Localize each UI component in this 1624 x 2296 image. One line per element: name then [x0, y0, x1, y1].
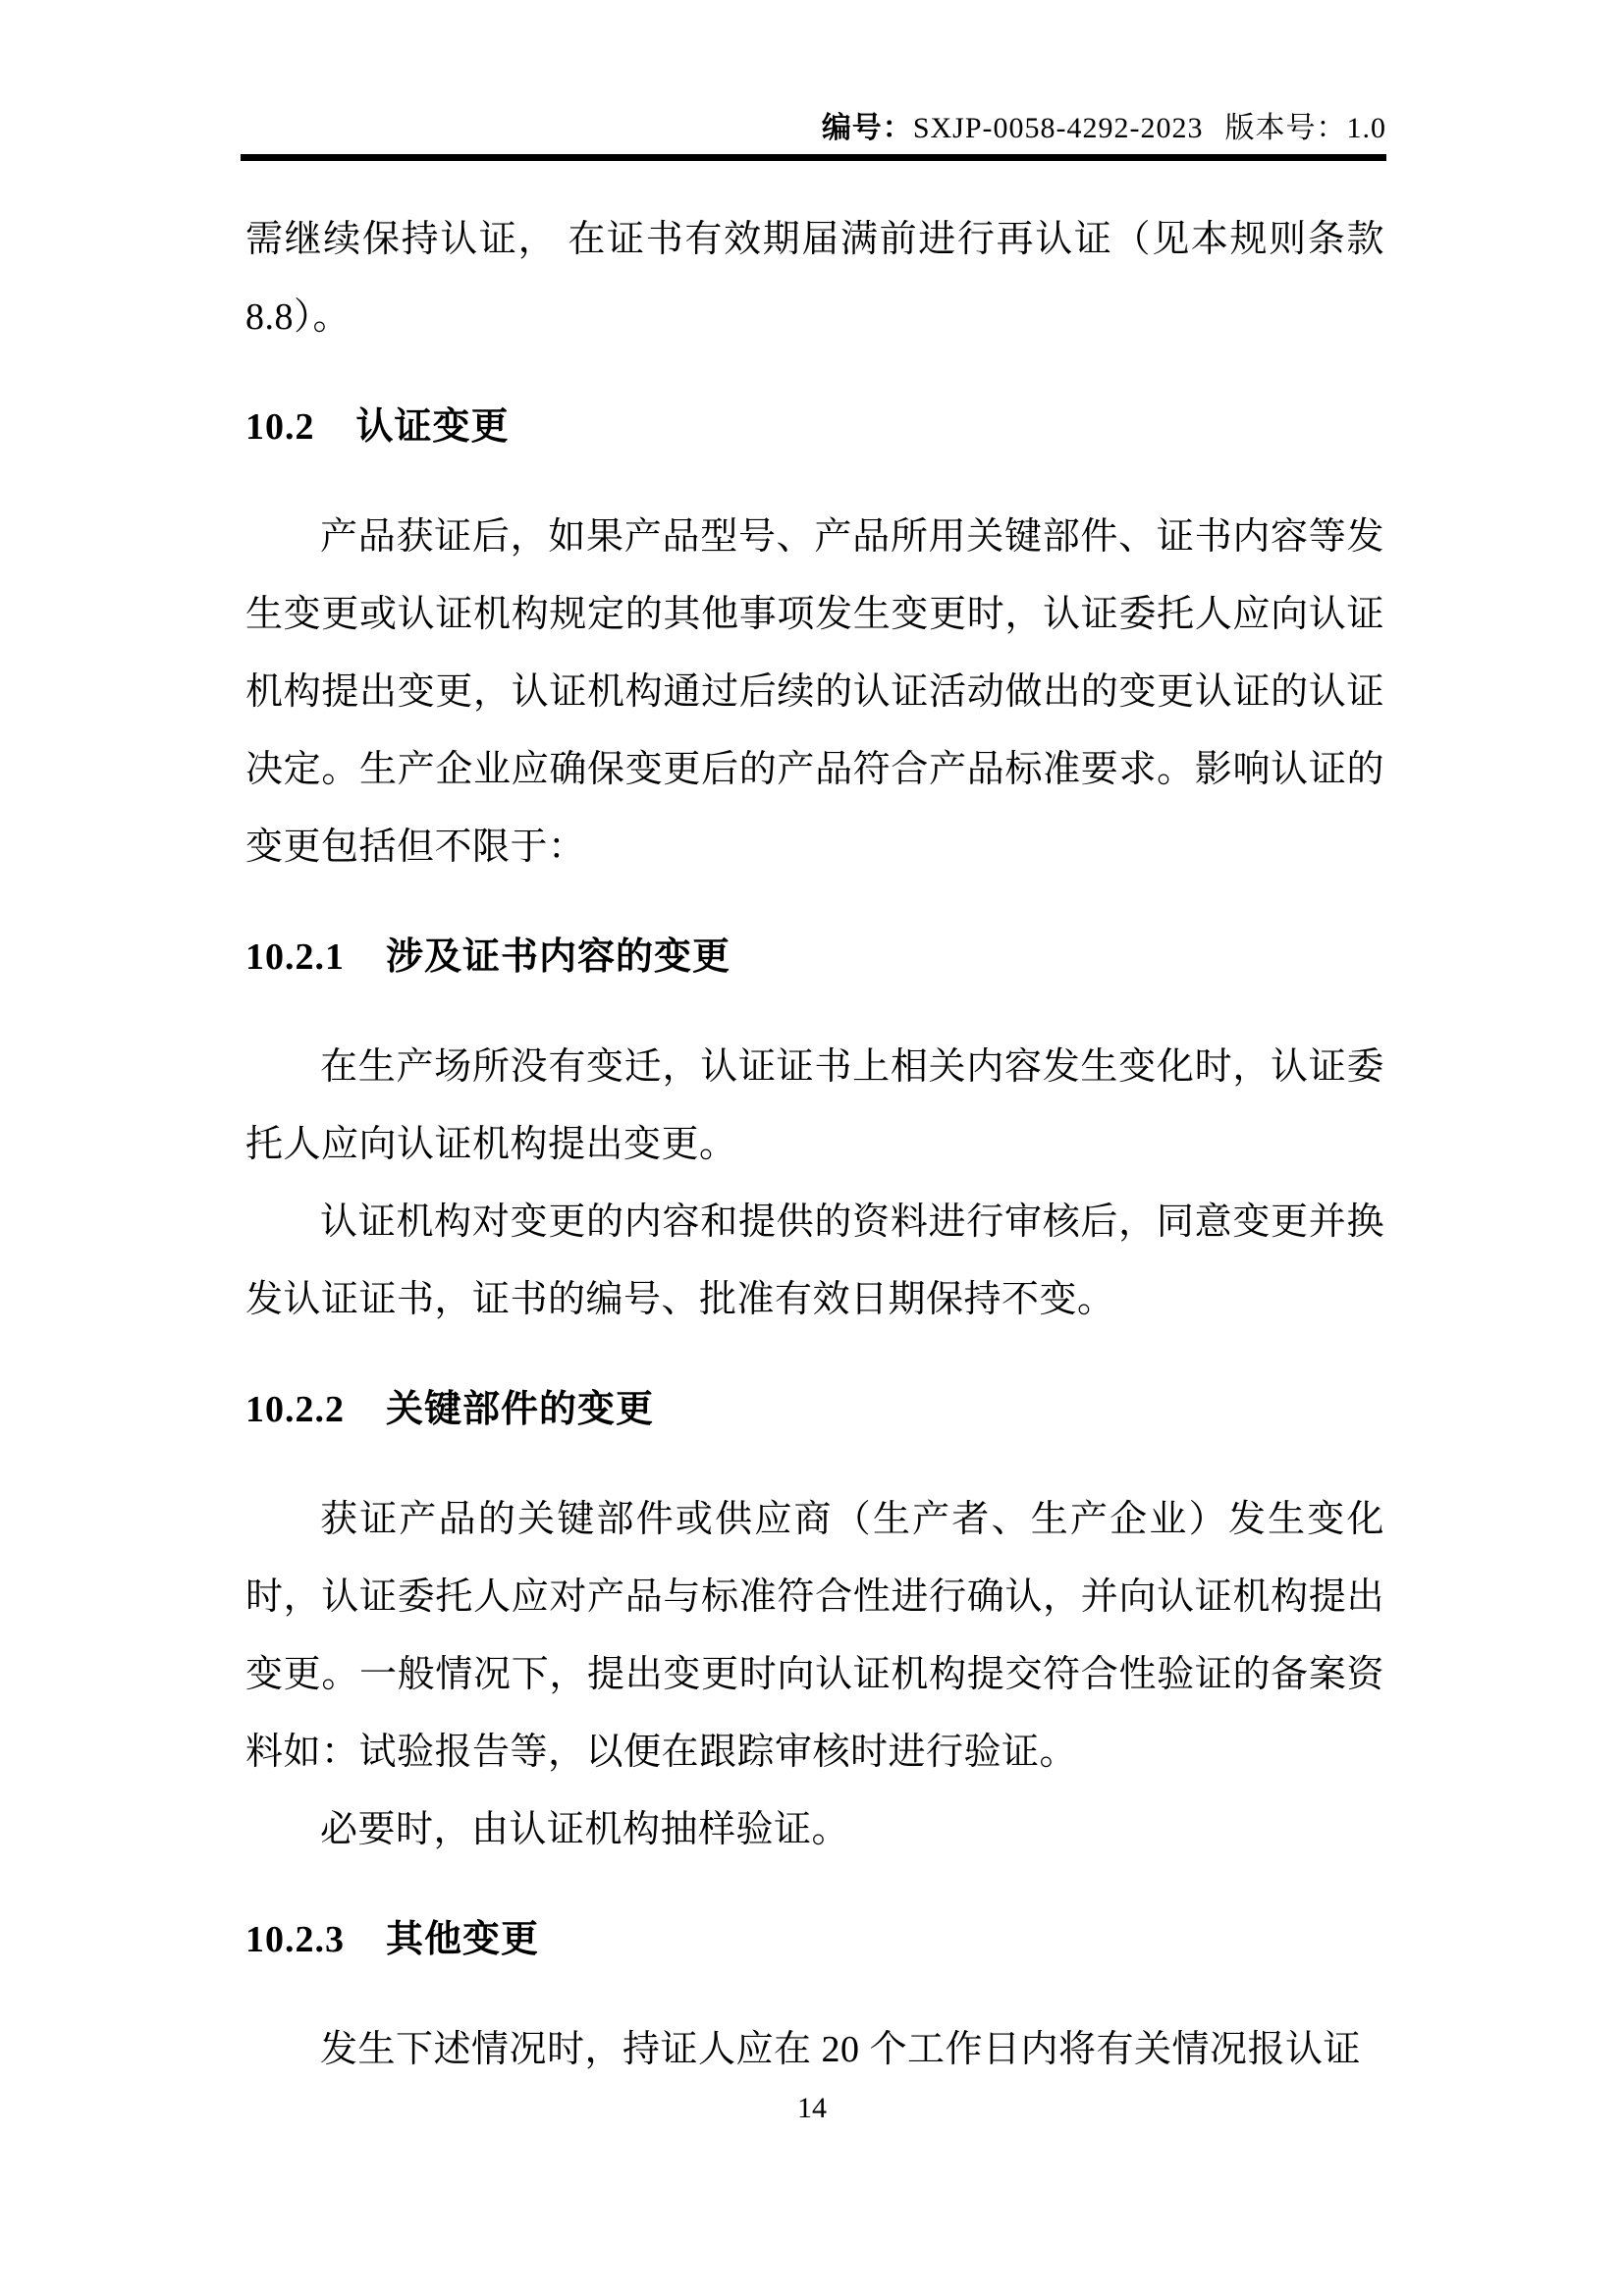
section-title: 认证变更	[355, 406, 510, 448]
section-heading	[245, 1901, 1384, 1979]
page-header	[245, 108, 1386, 149]
section-number: 10.2.1	[245, 936, 345, 978]
page-number: 14	[797, 2092, 827, 2124]
section-number: 10.2	[245, 406, 315, 448]
paragraph: 在生产场所没有变迁，认证证书上相关内容发生变化时，认证委托人应向认证机构提出变更。	[245, 1046, 1384, 1165]
section-title: 其他变更	[386, 1919, 540, 1960]
section-heading	[245, 389, 1384, 466]
document-body	[245, 201, 1384, 2089]
version-value: 1.0	[1346, 112, 1386, 144]
paragraph: 必要时，由认证机构抽样验证。	[320, 1809, 850, 1850]
paragraph: 获证产品的关键部件或供应商（生产者、生产企业）发生变化时，认证委托人应对产品与标准符合性进行确认，并向认证机构提出变更。一般情况下，提出变更时向认证机构提交符合性验证的备案资料如：试验报告等，以便在跟踪审核时进行验证。	[245, 1499, 1384, 1773]
version-label: 版本号：	[1224, 112, 1347, 144]
section-heading	[245, 1371, 1384, 1449]
header-rule	[241, 154, 1386, 161]
paragraph: 需继续保持认证， 在证书有效期届满前进行再认证（见本规则条款 8.8）。	[245, 219, 1384, 338]
page-footer	[0, 2089, 1624, 2128]
section-title: 涉及证书内容的变更	[386, 936, 731, 978]
doc-number-label: 编号：	[821, 112, 913, 144]
doc-number-value: SXJP-0058-4292-2023	[912, 112, 1204, 144]
paragraph: 认证机构对变更的内容和提供的资料进行审核后，同意变更并换发认证证书，证书的编号、批准有效日期保持不变。	[245, 1201, 1384, 1320]
paragraph: 产品获证后，如果产品型号、产品所用关键部件、证书内容等发生变更或认证机构规定的其他事项发生变更时，认证委托人应向认证机构提出变更，认证机构通过后续的认证活动做出的变更认证的认证决定。生产企业应确保变更后的产品符合产品标准要求。影响认证的变更包括但不限于：	[245, 516, 1384, 868]
section-heading	[245, 919, 1384, 996]
section-number: 10.2.2	[245, 1389, 345, 1430]
section-number: 10.2.3	[245, 1919, 345, 1960]
section-title: 关键部件的变更	[386, 1389, 655, 1430]
paragraph: 发生下述情况时，持证人应在 20 个工作日内将有关情况报认证	[320, 2029, 1362, 2070]
